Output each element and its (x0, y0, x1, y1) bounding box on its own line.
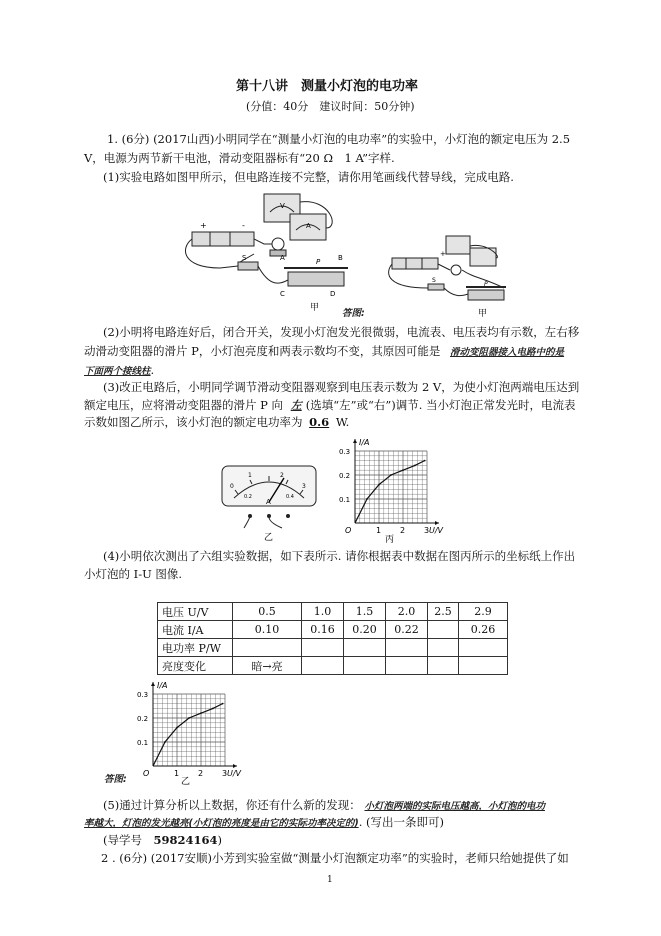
data-point (212, 708, 214, 710)
table-cell: 暗→亮 (233, 657, 302, 675)
iu-curve (153, 704, 223, 766)
table-row-power (158, 639, 508, 657)
y-tick-label: 0.2 (137, 715, 149, 723)
q1-part2-line1: (2)小明将电路连好后，闭合开关，发现小灯泡发光很微弱，电流表、电压表均有示数，左右移 (103, 325, 580, 339)
guide-number (103, 832, 222, 848)
svg-text:P: P (484, 281, 488, 288)
table-row-voltage (158, 603, 508, 621)
data-point (222, 703, 224, 705)
q1-part5-prefix: (5)通过计算分析以上数据，你还有什么新的发现： (103, 798, 361, 812)
svg-text:S: S (242, 254, 247, 262)
q1-part3-line1: (3)改正电路后，小明同学调节滑动变阻器观察到电压表示数为 2 V，为使小灯泡两端电压达到 (103, 380, 580, 394)
y-tick-label: 0.3 (137, 691, 149, 699)
q1-part2-line3 (84, 362, 154, 380)
table-cell (428, 657, 459, 675)
table-cell: 0.10 (233, 621, 302, 639)
y-tick-label: 0.1 (137, 739, 149, 747)
origin-label: O (143, 769, 150, 778)
data-point (164, 741, 166, 743)
graph-answer (126, 676, 251, 788)
y-tick-label: 0.2 (339, 472, 351, 480)
fig-label-jia: 甲 (310, 303, 320, 313)
table-cell: 2.9 (459, 603, 508, 621)
svg-text:-: - (242, 221, 245, 230)
x-tick-label: 2 (400, 526, 406, 535)
q1-part3-line2 (84, 397, 576, 414)
x-tick-label: 3 (222, 769, 228, 778)
page-number: 1 (327, 875, 333, 885)
table-cell: 0.16 (302, 621, 344, 639)
data-point (378, 484, 380, 486)
guide-no: 59824164 (153, 833, 218, 847)
q1-part5-answer-b: 率越大，灯泡的发光越亮(小灯泡的亮度是由它的实际功率决定的) (84, 818, 359, 829)
ammeter-scale-0: 0 (230, 483, 234, 490)
q1-line2: V，电源为两节新干电池，滑动变阻器标有“20 Ω 1 A”字样. (84, 151, 395, 165)
x-axis-arrow (233, 764, 237, 768)
switch (238, 262, 258, 270)
q1-part2-end: . (150, 363, 155, 377)
data-point (200, 712, 202, 714)
table-cell (344, 639, 386, 657)
table-cell (428, 621, 459, 639)
q1-part2-line2 (84, 343, 564, 361)
x-tick-label: 2 (198, 769, 204, 778)
battery-pack (192, 232, 254, 246)
table-cell: 电功率 P/W (158, 639, 233, 657)
q1-part5-answer-a: 小灯泡两端的实际电压越高，小灯泡的电功 (364, 801, 545, 812)
guide-label: (导学号 (103, 833, 154, 847)
bulb (272, 238, 284, 250)
data-point (188, 717, 190, 719)
y-axis-label: I/A (157, 681, 168, 690)
q1-part3-text-a: 额定电压，应将滑动变阻器的滑片 P 向 (84, 398, 284, 412)
data-point (390, 474, 392, 476)
q1-part4-line1: (4)小明依次测出了六组实验数据，如下表所示. 请你根据表中数据在图丙所示的坐标纸上作出 (103, 549, 576, 563)
table-cell (302, 657, 344, 675)
y-axis-arrow (151, 682, 155, 686)
table-cell (459, 657, 508, 675)
data-point (414, 465, 416, 467)
q2-line1: 2 . (6分) (2017安顺)小芳到实验室做“测量小灯泡额定功率”的实验时，老师只给她提供了如 (101, 851, 569, 865)
table-cell (386, 639, 428, 657)
y-axis-arrow (353, 439, 357, 443)
q1-part3-unit: W. (335, 415, 350, 429)
table-cell: 电压 U/V (158, 603, 233, 621)
x-tick-label: 1 (376, 526, 382, 535)
svg-text:V: V (280, 202, 285, 210)
x-tick-label: 1 (174, 769, 180, 778)
data-point (402, 469, 404, 471)
q1-line1: 1. (6分) (2017山西)小明同学在“测量小灯泡的电功率”的实验中，小灯泡的额定电压为 2.5 (107, 132, 571, 146)
iu-curve (355, 461, 425, 523)
svg-text:+: + (440, 250, 446, 258)
y-axis-label: I/A (359, 438, 370, 447)
ammeter-sub-1: 0.4 (286, 494, 294, 500)
table-cell: 电流 I/A (158, 621, 233, 639)
ammeter-letter: A (266, 498, 271, 506)
circuit-figure-jia (180, 188, 360, 314)
table-row-current (158, 621, 508, 639)
svg-text:P: P (316, 258, 321, 266)
label-bing: 丙 (385, 535, 395, 545)
svg-text:S: S (432, 277, 436, 284)
svg-text:B: B (338, 254, 343, 262)
table-cell: 0.20 (344, 621, 386, 639)
q1-part3-text-b: (选填“左”或“右”)调节. 当小灯泡正常发光时，电流表 (305, 398, 576, 412)
table-cell: 亮度变化 (158, 657, 233, 675)
guide-end: ) (217, 833, 223, 847)
answer-graph-label-yi: 乙 (181, 777, 191, 787)
q1-part5-suffix: . (写出一条即可) (358, 815, 444, 829)
data-point (366, 498, 368, 500)
q1-part1: (1)实验电路如图甲所示，但电路连接不完整，请你用笔画线代替导线，完成电路. (103, 170, 514, 184)
ammeter-scale-3: 3 (302, 483, 306, 490)
table-cell (428, 639, 459, 657)
x-tick-label: 3 (424, 526, 430, 535)
q1-part3-answer-dir: 左 (290, 399, 302, 412)
fig-label-jia-answer: 甲 (478, 309, 488, 319)
table-cell (459, 639, 508, 657)
page-subtitle: (分值：40分 建议时间：50分钟) (246, 100, 415, 113)
circuit-figure-answer (384, 228, 514, 320)
svg-text:A: A (306, 222, 311, 230)
table-cell: 0.22 (386, 621, 428, 639)
table-row-brightness (158, 657, 508, 675)
svg-text:+: + (200, 221, 207, 230)
data-point (176, 727, 178, 729)
table-cell (302, 639, 344, 657)
origin-label: O (345, 526, 352, 535)
q1-part5-line2 (84, 814, 444, 832)
svg-text:A: A (280, 254, 285, 262)
table-cell: 2.5 (428, 603, 459, 621)
table-cell: 1.0 (302, 603, 344, 621)
label-yi: 乙 (264, 533, 274, 542)
table-cell (233, 639, 302, 657)
y-tick-label: 0.3 (339, 448, 351, 456)
x-axis-label: U/V (227, 769, 242, 778)
page-title: 第十八讲 测量小灯泡的电功率 (236, 79, 419, 94)
q1-part3-text-c: 示数如图乙所示，该小灯泡的额定电功率为 (84, 415, 303, 429)
q1-part4-line2: 小灯泡的 I-U 图像. (84, 567, 183, 581)
svg-text:D: D (330, 290, 336, 298)
table-cell (344, 657, 386, 675)
table-cell: 2.0 (386, 603, 428, 621)
table-cell (386, 657, 428, 675)
q1-part2-prefix: 动滑动变阻器的滑片 P，小灯泡亮度和两表示数均不变，其原因可能是 (84, 344, 441, 358)
ammeter-sub-0: 0.2 (244, 494, 252, 500)
graph-bing (333, 428, 448, 548)
q1-part2-answer-b: 下面两个接线柱 (84, 366, 151, 377)
rheostat (288, 272, 344, 286)
y-tick-label: 0.1 (339, 496, 351, 504)
table-cell: 0.26 (459, 621, 508, 639)
q1-part2-answer-a: 滑动变阻器接入电路中的是 (450, 347, 565, 358)
q1-part5-line1 (103, 797, 545, 815)
ammeter-scale-1: 1 (248, 472, 252, 479)
x-axis-label: U/V (429, 526, 444, 535)
q1-part3-answer-power: 0.6 (309, 415, 330, 429)
answer-graph-label: 答图: (104, 774, 127, 785)
svg-text:C: C (280, 290, 285, 298)
ammeter-figure-yi (220, 462, 320, 542)
data-point (424, 460, 426, 462)
table-cell: 0.5 (233, 603, 302, 621)
ammeter-scale-2: 2 (280, 472, 284, 479)
x-axis-arrow (435, 521, 439, 525)
table-cell: 1.5 (344, 603, 386, 621)
q1-part3-line3 (84, 414, 349, 430)
answer-figure-label: 答图: (342, 308, 365, 319)
data-table (157, 602, 508, 675)
